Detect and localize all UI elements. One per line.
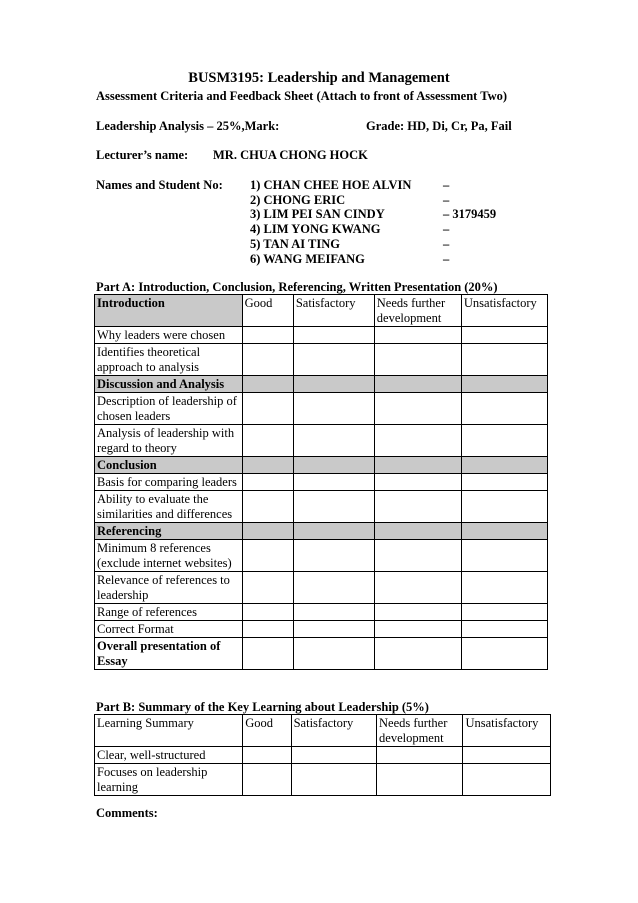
analysis-mark-label: Leadership Analysis – 25%,Mark: (96, 119, 280, 133)
part-a-heading: Part A: Introduction, Conclusion, Referencing, Written Presentation (20%) (96, 280, 498, 294)
rating-cell[interactable] (374, 572, 461, 604)
student-number: – (443, 251, 450, 266)
rating-cell[interactable] (374, 393, 461, 425)
criterion-label: Why leaders were chosen (95, 327, 243, 344)
rating-cell[interactable] (461, 621, 547, 638)
rating-cell[interactable] (463, 764, 551, 796)
rating-cell[interactable] (242, 327, 293, 344)
rating-cell[interactable] (461, 604, 547, 621)
rating-cell[interactable] (291, 764, 376, 796)
section-row (95, 523, 548, 540)
rating-cell (242, 457, 293, 474)
rating-cell[interactable] (293, 344, 374, 376)
rating-cell[interactable] (293, 425, 374, 457)
rating-cell[interactable] (242, 540, 293, 572)
table-header-row (95, 295, 548, 327)
rating-cell (242, 376, 293, 393)
student-name: 2) CHONG ERIC (250, 192, 346, 207)
rating-cell[interactable] (242, 621, 293, 638)
rating-cell[interactable] (461, 638, 547, 670)
part-a-criteria-table (94, 294, 548, 670)
rating-cell[interactable] (377, 764, 463, 796)
rating-cell[interactable] (293, 540, 374, 572)
rating-cell[interactable] (243, 764, 291, 796)
rating-cell[interactable] (242, 425, 293, 457)
table-row (95, 572, 548, 604)
table-row (95, 764, 551, 796)
table-row (95, 621, 548, 638)
rating-cell (374, 523, 461, 540)
rating-cell[interactable] (461, 425, 547, 457)
sheet-subtitle: Assessment Criteria and Feedback Sheet (Attach to front of Assessment Two) (96, 89, 508, 103)
criterion-label: Overall presentation of Essay (95, 638, 243, 670)
table-row (95, 604, 548, 621)
criterion-label: Minimum 8 references (exclude internet websites) (95, 540, 243, 572)
rating-cell[interactable] (461, 393, 547, 425)
rating-cell[interactable] (242, 572, 293, 604)
rating-cell (374, 457, 461, 474)
section-row (95, 457, 548, 474)
rating-cell[interactable] (461, 474, 547, 491)
column-header: Needs further development (377, 715, 463, 747)
student-name: 3) LIM PEI SAN CINDY (250, 207, 385, 222)
rating-cell[interactable] (461, 344, 547, 376)
rating-cell[interactable] (461, 327, 547, 344)
rating-cell[interactable] (293, 621, 374, 638)
rating-cell[interactable] (293, 491, 374, 523)
table-row (95, 344, 548, 376)
rating-cell[interactable] (374, 604, 461, 621)
criterion-label: Focuses on leadership learning (95, 764, 243, 796)
rating-cell[interactable] (374, 474, 461, 491)
section-heading: Discussion and Analysis (95, 376, 243, 393)
column-header: Satisfactory (293, 295, 374, 327)
part-b-heading: Part B: Summary of the Key Learning about Leadership (5%) (96, 700, 429, 714)
criterion-label: Clear, well-structured (95, 747, 243, 764)
rating-cell[interactable] (242, 344, 293, 376)
rating-cell (461, 457, 547, 474)
table-row (95, 540, 548, 572)
rating-cell[interactable] (461, 491, 547, 523)
rating-cell[interactable] (374, 638, 461, 670)
rating-cell[interactable] (243, 747, 291, 764)
column-header: Introduction (95, 295, 243, 327)
student-number: – (443, 236, 450, 251)
rating-cell[interactable] (463, 747, 551, 764)
rating-cell (293, 376, 374, 393)
rating-cell[interactable] (291, 747, 376, 764)
rating-cell[interactable] (374, 425, 461, 457)
table-row (95, 491, 548, 523)
rating-cell[interactable] (461, 540, 547, 572)
student-number: – 3179459 (443, 207, 497, 222)
rating-cell[interactable] (293, 638, 374, 670)
criterion-label: Correct Format (95, 621, 243, 638)
student-number: – (443, 178, 450, 192)
criterion-label: Analysis of leadership with regard to theory (95, 425, 243, 457)
student-name: 1) CHAN CHEE HOE ALVIN (250, 178, 412, 192)
table-header-row (95, 715, 551, 747)
course-title: BUSM3195: Leadership and Management (188, 70, 450, 86)
rating-cell[interactable] (374, 491, 461, 523)
student-name: 4) LIM YONG KWANG (250, 222, 381, 237)
rating-cell (293, 523, 374, 540)
column-header: Unsatisfactory (463, 715, 551, 747)
rating-cell[interactable] (242, 474, 293, 491)
rating-cell[interactable] (377, 747, 463, 764)
students-label: Names and Student No: (96, 178, 223, 192)
rating-cell[interactable] (242, 393, 293, 425)
rating-cell (461, 523, 547, 540)
rating-cell[interactable] (461, 572, 547, 604)
rating-cell[interactable] (374, 327, 461, 344)
section-row (95, 376, 548, 393)
rating-cell[interactable] (242, 604, 293, 621)
section-heading: Conclusion (95, 457, 243, 474)
rating-cell (242, 523, 293, 540)
lecturer-name: MR. CHUA CHONG HOCK (213, 148, 368, 162)
comments-label: Comments: (96, 806, 158, 820)
column-header: Needs further development (374, 295, 461, 327)
rating-cell (374, 376, 461, 393)
table-row (95, 474, 548, 491)
table-row (95, 393, 548, 425)
column-header: Unsatisfactory (461, 295, 547, 327)
rating-cell[interactable] (374, 621, 461, 638)
lecturer-label: Lecturer’s name: (96, 148, 189, 162)
table-row (95, 638, 548, 670)
criterion-label: Identifies theoretical approach to analysis (95, 344, 243, 376)
criterion-label: Basis for comparing leaders (95, 474, 243, 491)
column-header: Satisfactory (291, 715, 376, 747)
criterion-label: Description of leadership of chosen leaders (95, 393, 243, 425)
part-b-criteria-table (94, 714, 551, 796)
rating-cell[interactable] (293, 327, 374, 344)
rating-cell[interactable] (374, 344, 461, 376)
table-row (95, 747, 551, 764)
rating-cell[interactable] (374, 540, 461, 572)
rating-cell[interactable] (293, 604, 374, 621)
student-name: 6) WANG MEIFANG (250, 251, 365, 266)
criterion-label: Range of references (95, 604, 243, 621)
rating-cell[interactable] (242, 491, 293, 523)
grade-options: Grade: HD, Di, Cr, Pa, Fail (366, 119, 512, 133)
rating-cell[interactable] (293, 393, 374, 425)
rating-cell (461, 376, 547, 393)
rating-cell[interactable] (293, 572, 374, 604)
criterion-label: Relevance of references to leadership (95, 572, 243, 604)
rating-cell[interactable] (242, 638, 293, 670)
student-number: – (443, 192, 450, 207)
table-row (95, 327, 548, 344)
student-name: 5) TAN AI TING (250, 236, 340, 251)
column-header: Good (243, 715, 291, 747)
column-header: Learning Summary (95, 715, 243, 747)
rating-cell[interactable] (293, 474, 374, 491)
student-number: – (443, 222, 450, 237)
rating-cell (293, 457, 374, 474)
column-header: Good (242, 295, 293, 327)
criterion-label: Ability to evaluate the similarities and differences (95, 491, 243, 523)
table-row (95, 425, 548, 457)
section-heading: Referencing (95, 523, 243, 540)
